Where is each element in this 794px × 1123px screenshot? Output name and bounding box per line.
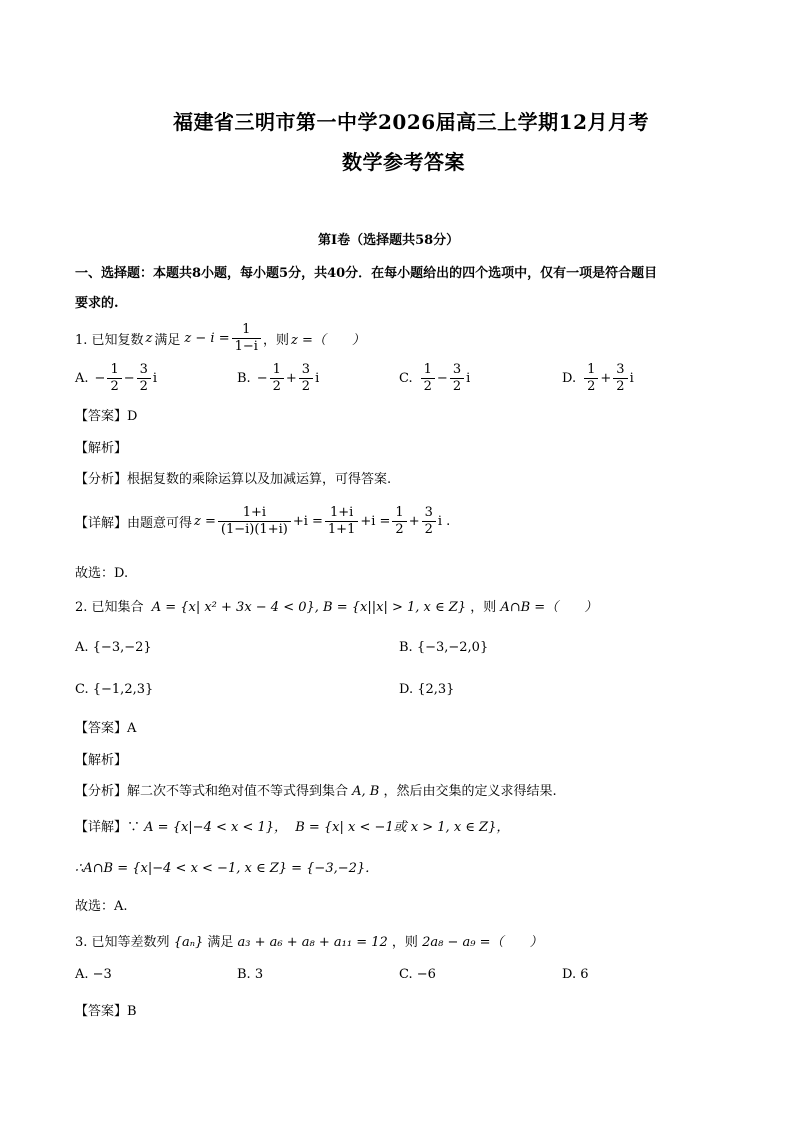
- detail-head: 【详解】由题意可得: [75, 515, 193, 531]
- question-1-answer: 【答案】D: [75, 409, 138, 424]
- option-operator: −: [123, 370, 135, 386]
- option-fraction: [613, 362, 627, 395]
- question-1-option-d: [562, 360, 634, 396]
- fraction-numerator: 3: [299, 362, 313, 379]
- fraction-numerator: 1: [232, 322, 261, 339]
- question-1-detail: [75, 500, 450, 542]
- detail-end: i .: [437, 513, 451, 529]
- question-3-stem-text2: 满足: [207, 935, 234, 950]
- question-3-option-a: A. −3: [75, 967, 112, 982]
- option-imag-unit: i: [466, 370, 471, 386]
- option-fraction: [421, 362, 435, 395]
- question-3-option-b: B. 3: [237, 967, 264, 982]
- section-instructions-line1: 一、选择题：本题共8小题，每小题5分，共40分．在每小题给出的四个选项中，仅有一项是符合题目: [75, 266, 658, 281]
- document-subtitle: 数学参考答案: [342, 150, 465, 174]
- detail-plus-i: +i =: [292, 513, 323, 529]
- question-1-option-c: [399, 360, 470, 396]
- detail-fraction-1: [218, 505, 291, 538]
- question-3-equation: a₃ + a₆ + a₈ + a₁₁ = 12: [237, 935, 388, 950]
- question-1-analysis-head: 【解析】: [75, 441, 128, 456]
- option-fraction: [450, 362, 464, 395]
- fraction-numerator: 3: [450, 362, 464, 379]
- section-instructions-line2: 要求的.: [75, 296, 119, 311]
- analysis-sets: A, B: [352, 784, 380, 799]
- question-2-stem-text2: ，则: [470, 600, 497, 615]
- fraction-denominator: 2: [272, 378, 281, 394]
- fraction-denominator: 2: [395, 521, 404, 537]
- question-3-stem-text: 3. 已知等差数列: [75, 935, 170, 950]
- fraction-numerator: 1+i: [325, 505, 358, 522]
- question-1-option-b: [237, 360, 319, 396]
- question-2-analysis: [75, 780, 557, 799]
- question-3-stem-text3: ，则: [391, 935, 418, 950]
- part-title: 第Ⅰ卷（选择题共58分）: [318, 233, 460, 248]
- question-2-intersection: ∴A∩B = {x|−4 < x < −1, x ∈ Z} = {−3,−2}．: [75, 861, 379, 876]
- question-2-option-a: A. {−3,−2}: [75, 640, 152, 655]
- option-sign: −: [94, 370, 106, 386]
- option-label: B.: [237, 370, 251, 386]
- detail-fraction-2: [325, 505, 358, 538]
- question-2-choose: 故选：A.: [75, 899, 128, 914]
- detail-plus: +: [408, 513, 420, 529]
- question-3-stem: [75, 931, 542, 950]
- question-1-stem-text: 1. 已知复数: [75, 332, 144, 348]
- option-fraction: [270, 362, 284, 395]
- option-imag-unit: i: [315, 370, 320, 386]
- fraction-numerator: 3: [613, 362, 627, 379]
- question-2-option-c: C. {−1,2,3}: [75, 682, 154, 697]
- question-2-answer: 【答案】A: [75, 721, 137, 736]
- question-1-stem-text3: ，则: [262, 332, 289, 348]
- question-2-sets: A = {x| x² + 3x − 4 < 0}, B = {x||x| > 1, x ∈ Z}: [151, 600, 467, 615]
- analysis-text2: ，然后由交集的定义求得结果.: [383, 784, 557, 799]
- fraction-denominator: 2: [616, 378, 625, 394]
- question-3-option-c: C. −6: [399, 967, 436, 982]
- fraction-denominator: 2: [301, 378, 311, 394]
- question-1-var: z: [145, 330, 153, 346]
- option-imag-unit: i: [152, 370, 158, 386]
- question-1-option-a: [75, 360, 157, 396]
- option-fraction: [299, 362, 313, 395]
- question-1-stem: [75, 318, 365, 358]
- fraction-numerator: 1: [421, 362, 435, 379]
- fraction-denominator: 2: [424, 521, 433, 537]
- question-1-stem-text2: 满足: [154, 332, 181, 348]
- question-2-analysis-head: 【解析】: [75, 753, 128, 768]
- detail-head: 【详解】∵: [75, 820, 141, 835]
- detail-plus-i2: +i =: [360, 513, 391, 529]
- option-label: A.: [75, 370, 89, 386]
- question-2-ask: A∩B =（ ）: [500, 600, 598, 615]
- option-label: C.: [399, 370, 413, 386]
- question-3-ask: 2a₈ − a₉ =（ ）: [422, 935, 543, 950]
- option-fraction: [137, 362, 151, 395]
- question-3-answer: 【答案】B: [75, 1004, 137, 1019]
- option-operator: −: [436, 370, 448, 386]
- question-3-option-d: D. 6: [562, 967, 589, 982]
- question-2-stem-text: 2. 已知集合: [75, 600, 144, 615]
- fraction-denominator: 1−i: [234, 338, 258, 354]
- fraction-numerator: 1: [584, 362, 598, 379]
- question-1-fraction: [232, 322, 261, 355]
- detail-fraction-4: [422, 505, 436, 538]
- option-operator: +: [600, 370, 612, 386]
- question-2-option-b: B. {−3,−2,0}: [399, 640, 489, 655]
- option-imag-unit: i: [629, 370, 634, 386]
- fraction-numerator: 3: [137, 362, 151, 379]
- question-1-expr: z − i =: [184, 330, 230, 346]
- fraction-numerator: 1+i: [218, 505, 291, 522]
- question-2-stem: [75, 596, 597, 615]
- fraction-numerator: 1: [270, 362, 284, 379]
- fraction-denominator: 2: [423, 378, 432, 394]
- question-1-analysis: 【分析】根据复数的乘除运算以及加减运算，可得答案.: [75, 472, 392, 487]
- fraction-denominator: 2: [139, 378, 148, 394]
- fraction-denominator: (1−i)(1+i): [220, 521, 288, 537]
- fraction-numerator: 1: [107, 362, 121, 379]
- detail-fraction-3: [392, 505, 406, 538]
- detail-z: z =: [194, 513, 216, 529]
- option-label: D.: [562, 370, 577, 386]
- document-title: 福建省三明市第一中学2026届高三上学期12月月考: [173, 110, 649, 134]
- fraction-denominator: 1+1: [327, 521, 356, 537]
- fraction-denominator: 2: [587, 378, 596, 394]
- question-1-ask: z =（ ）: [290, 332, 365, 348]
- option-operator: +: [285, 370, 297, 386]
- question-1-choose: 故选：D.: [75, 566, 129, 581]
- option-sign: −: [256, 370, 268, 386]
- fraction-denominator: 2: [452, 378, 462, 394]
- question-2-option-d: D. {2,3}: [399, 682, 455, 697]
- option-fraction: [107, 362, 121, 395]
- fraction-numerator: 3: [422, 505, 436, 522]
- option-fraction: [584, 362, 598, 395]
- analysis-text: 【分析】解二次不等式和绝对值不等式得到集合: [75, 784, 349, 799]
- fraction-denominator: 2: [110, 378, 119, 394]
- detail-set-b: B = {x| x < −1或 x > 1, x ∈ Z}，: [295, 820, 510, 835]
- fraction-numerator: 1: [392, 505, 406, 522]
- question-2-detail: [75, 816, 509, 835]
- question-3-sequence: {aₙ}: [173, 935, 204, 950]
- detail-set-a: A = {x|−4 < x < 1}，: [144, 820, 288, 835]
